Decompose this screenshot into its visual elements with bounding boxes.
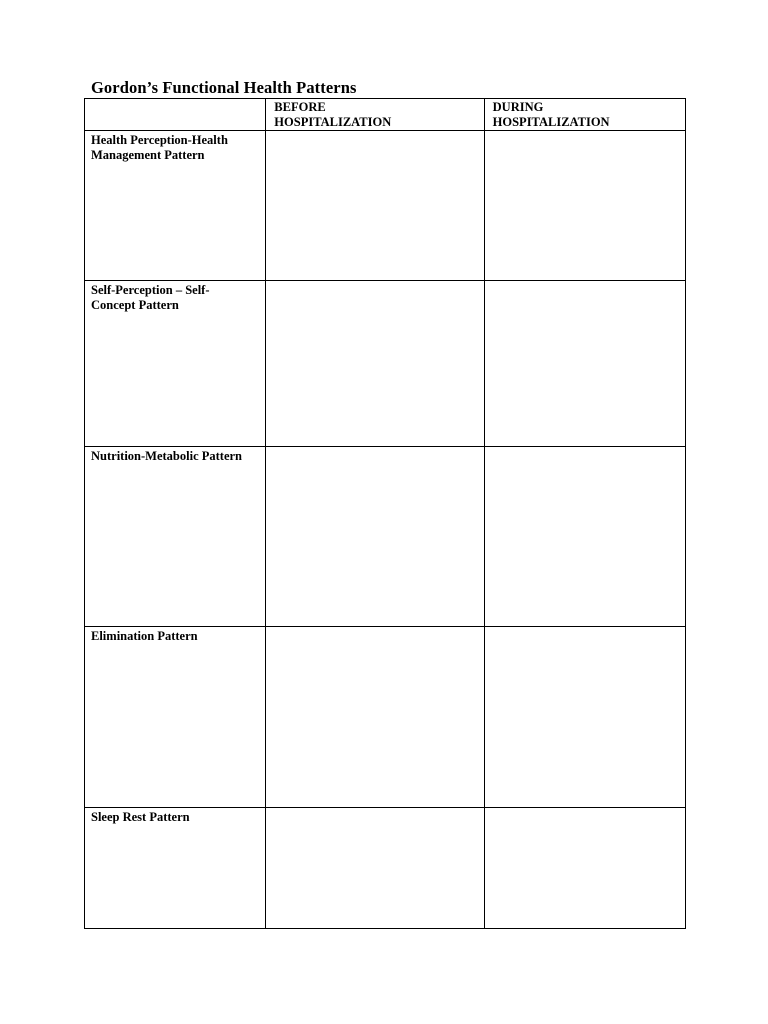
table-row (85, 627, 686, 808)
row-label-cell (85, 131, 266, 281)
page-title: Gordon’s Functional Health Patterns (91, 78, 357, 97)
row-label: Self-Perception – Self-Concept Pattern (91, 283, 210, 312)
header-before-hospitalization (266, 99, 484, 131)
during-entry-cell[interactable] (484, 447, 685, 627)
during-entry-cell[interactable] (484, 627, 685, 808)
before-entry-cell[interactable] (266, 447, 484, 627)
table-row (85, 447, 686, 627)
table-row (85, 808, 686, 929)
table-row (85, 131, 686, 281)
header-before-line1: BEFORE (274, 100, 326, 114)
row-label-cell (85, 627, 266, 808)
header-during-line2: HOSPITALIZATION (492, 115, 610, 129)
row-label-cell (85, 281, 266, 447)
row-label-cell (85, 447, 266, 627)
row-label: Nutrition-Metabolic Pattern (91, 449, 243, 463)
before-entry-cell[interactable] (266, 808, 484, 929)
table-row (85, 281, 686, 447)
health-patterns-table (84, 98, 686, 929)
row-label: Sleep Rest Pattern (91, 810, 190, 824)
header-during-hospitalization (484, 99, 685, 131)
before-entry-cell[interactable] (266, 627, 484, 808)
table-header-row (85, 99, 686, 131)
row-label: Health Perception-Health Management Pattern (91, 133, 228, 162)
before-entry-cell[interactable] (266, 281, 484, 447)
during-entry-cell[interactable] (484, 281, 685, 447)
during-entry-cell[interactable] (484, 808, 685, 929)
header-empty-cell (85, 99, 266, 131)
during-entry-cell[interactable] (484, 131, 685, 281)
row-label-cell (85, 808, 266, 929)
header-before-line2: HOSPITALIZATION (274, 115, 392, 129)
row-label: Elimination Pattern (91, 629, 198, 643)
before-entry-cell[interactable] (266, 131, 484, 281)
header-during-line1: DURING (492, 100, 544, 114)
